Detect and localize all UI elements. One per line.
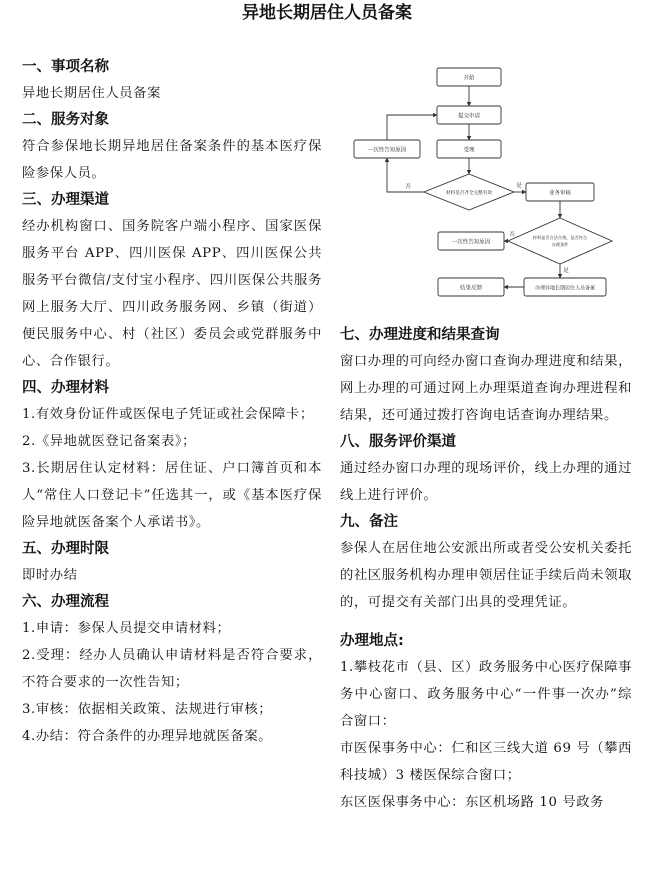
section-text: 2.受理：经办人员确认申请材料是否符合要求，不符合要求的一次性告知； bbox=[22, 648, 322, 690]
flow-label-check-policy-2: 办理条件 bbox=[551, 242, 569, 247]
section-text: 参保人在居住地公安派出所或者受公安机关委托的社区服务机构办理申领居住证手续后尚未领取的，可提交有关部门出具的受理凭证。 bbox=[340, 541, 632, 610]
section-heading: 五、办理时限 bbox=[22, 541, 109, 557]
section-text: 2.《异地就医登记备案表》； bbox=[22, 434, 196, 449]
flow-label-check-policy-1: 材料是否合法合规，是否符合 bbox=[532, 235, 588, 240]
flow-label-result: 结果反馈 bbox=[459, 285, 483, 292]
section-evaluation bbox=[340, 429, 632, 509]
flow-label-notify-2: 一次性告知原因 bbox=[451, 239, 491, 246]
flow-label-submit: 提交申请 bbox=[457, 113, 481, 120]
section-heading: 三、办理渠道 bbox=[22, 192, 109, 208]
flow-label-notify-1: 一次性告知原因 bbox=[367, 147, 407, 154]
section-heading: 七、办理进度和结果查询 bbox=[340, 327, 500, 343]
section-service-target bbox=[22, 107, 322, 187]
flow-label-accept: 受理 bbox=[463, 147, 475, 154]
section-text: 经办机构窗口、国务院客户端小程序、国家医保服务平台 APP、四川医保 APP、四川医保公共服务平台微信/支付宝小程序、四川医保公共服务网上服务大厅、四川政务服务网、乡镇（街道）便民服务中心、村（社区）委员会或党群服务中心、合作银行。 bbox=[22, 219, 322, 369]
section-text: 通过经办窗口办理的现场评价，线上办理的通过线上进行评价。 bbox=[340, 461, 632, 503]
right-column bbox=[340, 322, 632, 816]
flow-arrow bbox=[387, 115, 437, 140]
section-text: 4.办结：符合条件的办理异地就医备案。 bbox=[22, 729, 273, 744]
section-text: 市医保事务中心：仁和区三线大道 69 号（攀西科技城）3 楼医保综合窗口； bbox=[340, 741, 632, 783]
section-text: 即时办结 bbox=[22, 568, 78, 583]
left-column bbox=[22, 54, 322, 750]
section-remarks bbox=[340, 509, 632, 616]
flow-label-start: 开始 bbox=[463, 75, 475, 82]
section-text: 1.申请：参保人员提交申请材料； bbox=[22, 621, 231, 636]
flow-label-handle: 办理异地长期居住人员备案 bbox=[534, 285, 596, 292]
section-heading: 四、办理材料 bbox=[22, 380, 109, 396]
section-text: 窗口办理的可向经办窗口查询办理进度和结果，网上办理的可通过网上办理渠道查询办理进程和结果，还可通过拨打咨询电话查询办理结果。 bbox=[340, 354, 632, 423]
flow-label-no-1: 否 bbox=[405, 184, 411, 190]
section-progress-query bbox=[340, 322, 632, 429]
section-heading: 一、事项名称 bbox=[22, 59, 109, 75]
section-heading: 办理地点: bbox=[340, 633, 404, 649]
section-heading: 八、服务评价渠道 bbox=[340, 434, 456, 450]
section-text: 3.审核：依据相关政策、法规进行审核； bbox=[22, 702, 273, 717]
flow-label-yes-1: 是 bbox=[516, 183, 522, 189]
section-text: 符合参保地长期异地居住备案条件的基本医疗保险参保人员。 bbox=[22, 139, 322, 181]
section-channels bbox=[22, 187, 322, 375]
section-heading: 二、服务对象 bbox=[22, 112, 109, 128]
process-flowchart bbox=[342, 56, 642, 312]
section-text: 3.长期居住认定材料：居住证、户口簿首页和本人“常住人口登记卡”任选其一，或《基本医疗保险异地就医备案个人承诺书》。 bbox=[22, 461, 322, 530]
flow-label-no-2: 否 bbox=[509, 232, 515, 238]
spacer bbox=[340, 616, 632, 628]
section-text: 异地长期居住人员备案 bbox=[22, 86, 161, 101]
flow-label-review: 业务审核 bbox=[548, 190, 572, 197]
section-time-limit bbox=[22, 536, 322, 589]
section-heading: 六、办理流程 bbox=[22, 594, 109, 610]
flow-label-yes-2: 是 bbox=[563, 268, 569, 274]
section-process bbox=[22, 589, 322, 750]
flow-label-check-material: 材料是否齐全完整有效 bbox=[446, 191, 492, 196]
section-text: 东区医保事务中心：东区机场路 10 号政务 bbox=[340, 795, 605, 810]
section-text: 1.攀枝花市（县、区）政务服务中心医疗保障事务中心窗口、政务服务中心“一件事一次办”综合窗口： bbox=[340, 660, 632, 729]
section-materials bbox=[22, 375, 322, 536]
section-locations bbox=[340, 628, 632, 816]
section-item-name bbox=[22, 54, 322, 107]
section-heading: 九、备注 bbox=[340, 514, 398, 530]
flow-decision-policy bbox=[508, 218, 612, 264]
section-text: 1.有效身份证件或医保电子凭证或社会保障卡； bbox=[22, 407, 314, 422]
page-title: 异地长期居住人员备案 bbox=[242, 3, 412, 23]
